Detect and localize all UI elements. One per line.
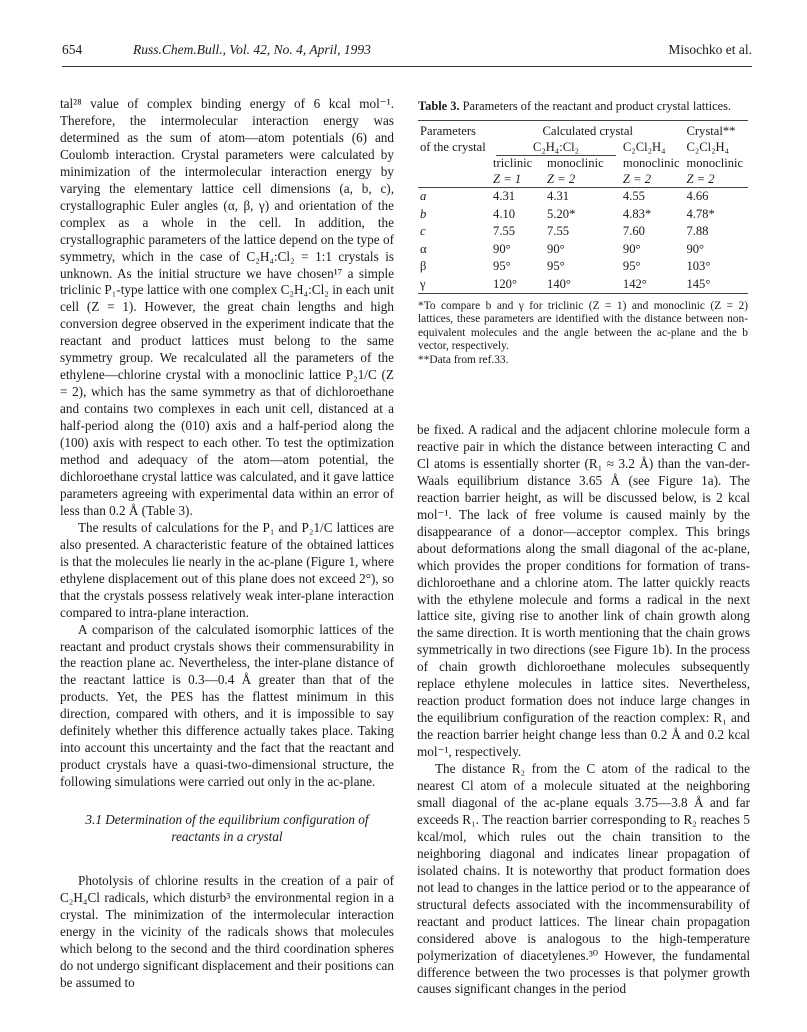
cell: 5.20*: [547, 206, 576, 221]
right-column: [417, 422, 750, 998]
cell: 4.78*: [686, 206, 715, 221]
page-number: 654: [62, 42, 83, 57]
table-row: [418, 241, 748, 259]
table-row: [418, 188, 748, 206]
z-value: Z = 2: [621, 172, 685, 188]
param-name: α: [420, 241, 427, 256]
header-calculated: Calculated crystal: [491, 121, 684, 140]
cell: 4.55: [622, 189, 645, 203]
journal-citation: Russ.Chem.Bull., Vol. 42, No. 4, April, 1993: [133, 42, 371, 57]
cell: 4.10: [493, 206, 516, 221]
cell: 7.60: [622, 224, 645, 238]
param-name: γ: [418, 276, 491, 294]
header-of-crystal: of the crystal: [420, 140, 486, 154]
cell: 120°: [491, 276, 545, 294]
lattice-type: monoclinic: [547, 156, 604, 170]
cell: 95°: [622, 259, 641, 273]
table-header-row: [418, 140, 748, 157]
table-row: [418, 223, 748, 241]
cell: 4.31: [493, 189, 516, 203]
lattice-type: triclinic: [493, 156, 533, 170]
table-notes: [418, 300, 748, 367]
cell: 145°: [684, 276, 748, 294]
paragraph: be fixed. A radical and the adjacent chlorine molecule form a reactive pair in which the distance between interacting C and Cl atoms is essentially shorter (R₁ ≈ 3.2 Å) than the van-der-Waals equilibrium distance 3.65 Å (see Figure 1a). The reaction barrier height, as will be discussed below, is 2 kcal mol⁻¹. The lack of free volume is caused mainly by the disappearance of a donor—acceptor complex. This brings about deformations along the small diagonal of the ac-plane, which provides the proper conditions for formation of trans-dichloroethane and a chlorine atom. The latter quickly reacts with the ethylene molecule and forms a radical in the next lattice site, giving rise to another link of chain growth along the same direction. It is worth mentioning that the chain grows symmetrically in two directions (see Figure 1b). In the process of chain growth dichloroethane molecules subsequently replace ethylene molecules in lattice sites. Nevertheless, reaction product formation does not induce large changes in the equilibrium configuration of the reaction complex: R₁ and the reaction barrier height change less than 0.2 Å and 0.2 kcal mol⁻¹, respectively.: [417, 422, 750, 760]
param-name: c: [420, 224, 426, 238]
cell: 4.66: [686, 189, 709, 203]
table-footnote: *To compare b and γ for triclinic (Z = 1) and monoclinic (Z = 2) lattices, these parameters are identified with the distance between non-equivalent molecules and the angle between the ac-plane and the b vector, respectively.: [418, 300, 748, 353]
z-value: Z = 2: [684, 172, 748, 188]
left-column: [60, 96, 394, 992]
cell: 103°: [686, 259, 711, 273]
cell: 90°: [493, 241, 511, 256]
cell: 142°: [621, 276, 685, 294]
cell: 140°: [545, 276, 621, 294]
paragraph: Photolysis of chlorine results in the creation of a pair of C₂H₄Cl radicals, which disturb³ the environmental region in a crystal. The minimization of the intermolecular interaction energy in the vicinity of the radicals shows that molecules which belong to the second and the third coordination spheres do not undergo significant displacement and their positions can be assumed to: [60, 873, 394, 990]
cell: 4.83*: [622, 206, 652, 221]
table-label: Table 3.: [418, 99, 460, 113]
cell: 95°: [547, 259, 565, 273]
parameters-table: [418, 120, 748, 294]
table-row: [418, 258, 748, 276]
cell: 90°: [622, 241, 641, 256]
paragraph: A comparison of the calculated isomorphic lattices of the reactant and product crystals shows their commensurability in the reaction plane ac. Nevertheless, the inter-plane distance of the reactant lattice is 0.3—0.4 Å greater than that of the products. Yet, the PES has the flattest minimum in this direction, compared with others, and it is impossible to say definitely whether this difference actually takes place. Taking into account this uncertainty and the fact that the reactant and product crystals have a quasi-two-dimensional structure, the following simulations were carried out only in the ac-plane.: [60, 621, 394, 790]
table-footnote: **Data from ref.33.: [418, 353, 509, 366]
table-row: [418, 206, 748, 224]
table-header-row: [418, 172, 748, 188]
param-name: a: [420, 189, 427, 203]
paragraph: The distance R₂ from the C atom of the radical to the nearest Cl atom of a molecule situated at the neighboring small diagonal of the ac-plane equals 3.75—3.8 Å and far exceeds R₁. The reaction barrier corresponding to R₂ reaches 5 kcal/mol, which rules out the chain transition to the neighboring diagonal and indicates linear propagation of isolated chains. It is noteworthy that product formation does not lead to changes in the lattice period or to the appearance of structural defects associated with the incommensurability of reactant and product lattices. The linear chain propagation considered above is analogous to the high-temperature polymerization of diacetylenes.³⁰ However, the fundamental difference between the two processes is that polymer growth causes significant changes in the period: [417, 761, 750, 997]
cell: 95°: [493, 259, 511, 273]
lattice-type: monoclinic: [622, 156, 680, 170]
running-header: [62, 40, 752, 67]
cell: 7.55: [547, 224, 570, 238]
paragraph: tal²⁸ value of complex binding energy of 6 kcal mol⁻¹. Therefore, the intermolecular interaction energy was determined as the sum of atom—atom potentials (6) and Coulomb interaction. Crystal parameters were calculated by minimization of the intermolecular interaction energy by varying the elementary lattice cell dimensions (a, b, c), crystallographic Euler angles (α, β, γ) and orientation of the complex as a whole in the cell. In addition, the crystallographic parameters of the lattice depend on the type of symmetry, which in the case of C₂H₄:Cl₂ = 1:1 crystals is unknown. As the initial structure we have chosen¹⁷ a simple triclinic P₁-type lattice with one complex C₂H₄:Cl₂ in each unit cell (Z = 1). However, the great chain lengths and high conversion degree observed in the experiment indicate that the reactant and product lattices must belong to the same symmetry group. We recalculated all the parameters of the ethylene—chlorine crystal with a monoclinic lattice P₂1/C (Z = 2), which has the same symmetry as that of dichloroethane and contains two complexes in each unit cell, distanced at a half-period along the (010) axis and a half-period along the (100) axis with respect to each other. To test the optimization method and adequacy of the atom—atom potential, the dichloroethane crystal lattice was calculated, and it gave lattice parameters agreeing with experimental data within an error of less than 0.2 Å (Table 3).: [60, 96, 394, 518]
authors: Misochko et al.: [668, 42, 752, 57]
cell: 7.55: [493, 224, 516, 238]
paragraph: The results of calculations for the P₁ and P₂1/C lattices are also presented. A characteristic feature of the obtained lattices is that the molecules lie nearly in the ac-plane (Figure 1, where ethylene displacement out of this plane does not exceed 2°), so that the crystals possess relatively weak inter-plane interaction compared to intra-plane interaction.: [60, 519, 394, 620]
param-name: β: [420, 259, 427, 273]
table-header-row: [418, 121, 748, 140]
table-title: Parameters of the reactant and product crystal lattices.: [462, 99, 732, 113]
param-name: b: [420, 206, 427, 221]
z-value: Z = 1: [491, 172, 545, 188]
table-header-row: [418, 156, 748, 172]
cell: 4.31: [547, 189, 570, 203]
z-value: Z = 2: [545, 172, 621, 188]
header-parameters: Parameters: [418, 121, 491, 140]
header-crystal: Crystal**: [684, 121, 748, 140]
table-row: [418, 276, 748, 294]
header-c2cl2h4-calc: C₂Cl₂H₄: [622, 140, 666, 154]
header-c2h4cl2: C₂H₄:Cl₂: [496, 140, 616, 157]
table-3: [418, 99, 748, 367]
cell: 90°: [547, 241, 565, 256]
table-caption: [418, 99, 748, 114]
cell: 90°: [686, 241, 705, 256]
header-c2cl2h4-exp: C₂Cl₂H₄: [686, 140, 730, 154]
cell: 7.88: [686, 224, 709, 238]
section-title: 3.1 Determination of the equilibrium configuration of reactants in a crystal: [85, 812, 369, 845]
lattice-type: monoclinic: [686, 156, 744, 170]
